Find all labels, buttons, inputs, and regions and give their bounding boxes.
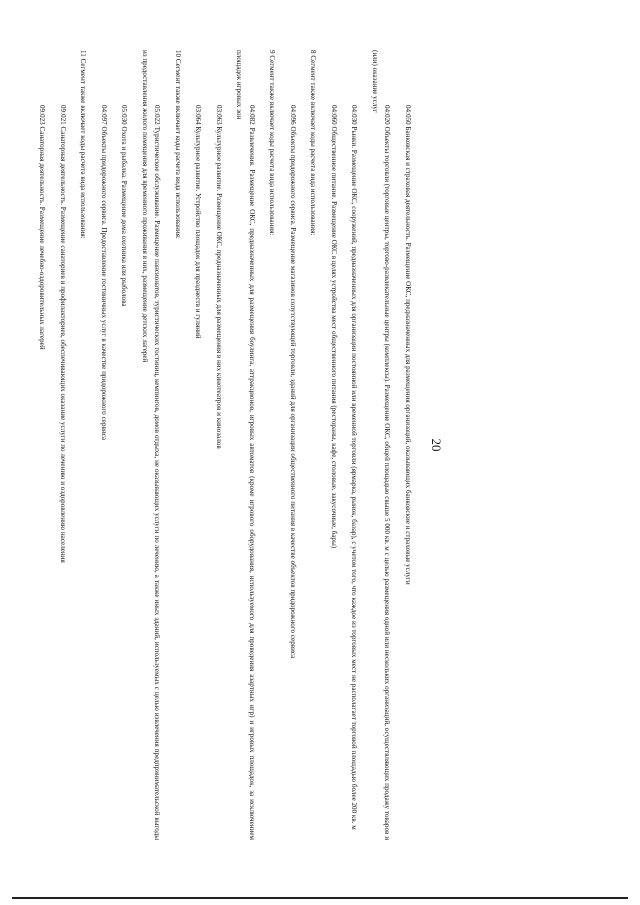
section-heading: 10 Сегмент также включает коды расчета вида использования: <box>174 50 182 239</box>
code-paragraph: 04:020 Объекты торговли (торговые центры, торгово-развлекательные центры (комплексы). Размещение ОКС, общей площадью свыше 5 000 кв. м с целью размещения одной или нескольких организаций, осуществляющих продажу товаров и (или) оказание услуг <box>371 50 392 840</box>
code-paragraph: 09:021 Санаторная деятельность. Размещение санаториев и профилакториев, обеспечивающих оказание услуги по лечению и оздоровлению населения <box>59 105 67 563</box>
code-paragraph: 04:082 Развлечения. Размещение ОКС, предназначенных для размещения боулинга, аттракционов, игровых автоматов (кроме игрового оборудования, используемого для проведения азартных игр) и игровых площадок, за исключением площадок игровых зон <box>235 50 256 840</box>
code-paragraph: 05:022 Туристическое обслуживание. Размещение пансионатов, туристических гостиниц, кемпингов, домов отдыха, не оказывающих услуги по лечению, а также иных зданий, используемых с целью извлечения предпринимательской выгоды из предоставления жилого помещения для временного проживания в них, размещение детских лагерей <box>141 50 162 840</box>
code-paragraph: 03:063 Культурное развитие. Размещение ОКС, предназначенных для размещения в них кинотеатров и кинозалов <box>215 105 223 449</box>
code-paragraph: 04:097 Объекты придорожного сервиса. Предоставление гостиничных услуг в качестве придорожного сервиса <box>100 105 108 441</box>
code-paragraph: 04:030 Рынки. Размещение ОКС, сооружений, предназначенных для организации постоянной или временной торговли (ярмарка, рынок, базар), с учетом того, что каждое из торговых мест не располагает торговой площадью более 200 кв. м <box>350 105 359 830</box>
rotated-page-content <box>28 50 444 840</box>
code-paragraph: 04:050 Банковская и страховая деятельность. Размещение ОКС, предназначенных для размещения организаций, оказывающих банковские и страховые услуги <box>404 105 412 585</box>
paragraph-list <box>36 50 414 840</box>
bottom-rule-line <box>12 897 628 899</box>
code-paragraph: 05:030 Охота и рыбалка. Размещение дома охотника или рыболова <box>120 105 129 307</box>
code-paragraph: 03:064 Культурное развитие. Устройство площадок для празднеств и гуляний <box>194 105 203 339</box>
code-paragraph: 09:023 Санаторная деятельность. Размещение лечебно-оздоровительных лагерей <box>38 105 47 350</box>
section-heading: 11 Сегмент также включает коды расчета вида использования: <box>79 50 88 239</box>
code-paragraph: 04:060 Общественное питание. Размещение ОКС в целях устройства мест общественного питания (рестораны, кафе, столовые, закусочные, бары) <box>330 105 338 549</box>
page-number: 20 <box>429 438 444 452</box>
section-heading: 8 Сегмент также включает коды расчета вида использования: <box>309 50 318 236</box>
section-heading: 9 Сегмент также включает коды расчета вида использования: <box>268 50 277 236</box>
code-paragraph: 04:096 Объекты придорожного сервиса. Размещение магазинов сопутствующей торговли, зданий для организации общественного питания в качестве объектов придорожного сервиса <box>289 105 297 659</box>
